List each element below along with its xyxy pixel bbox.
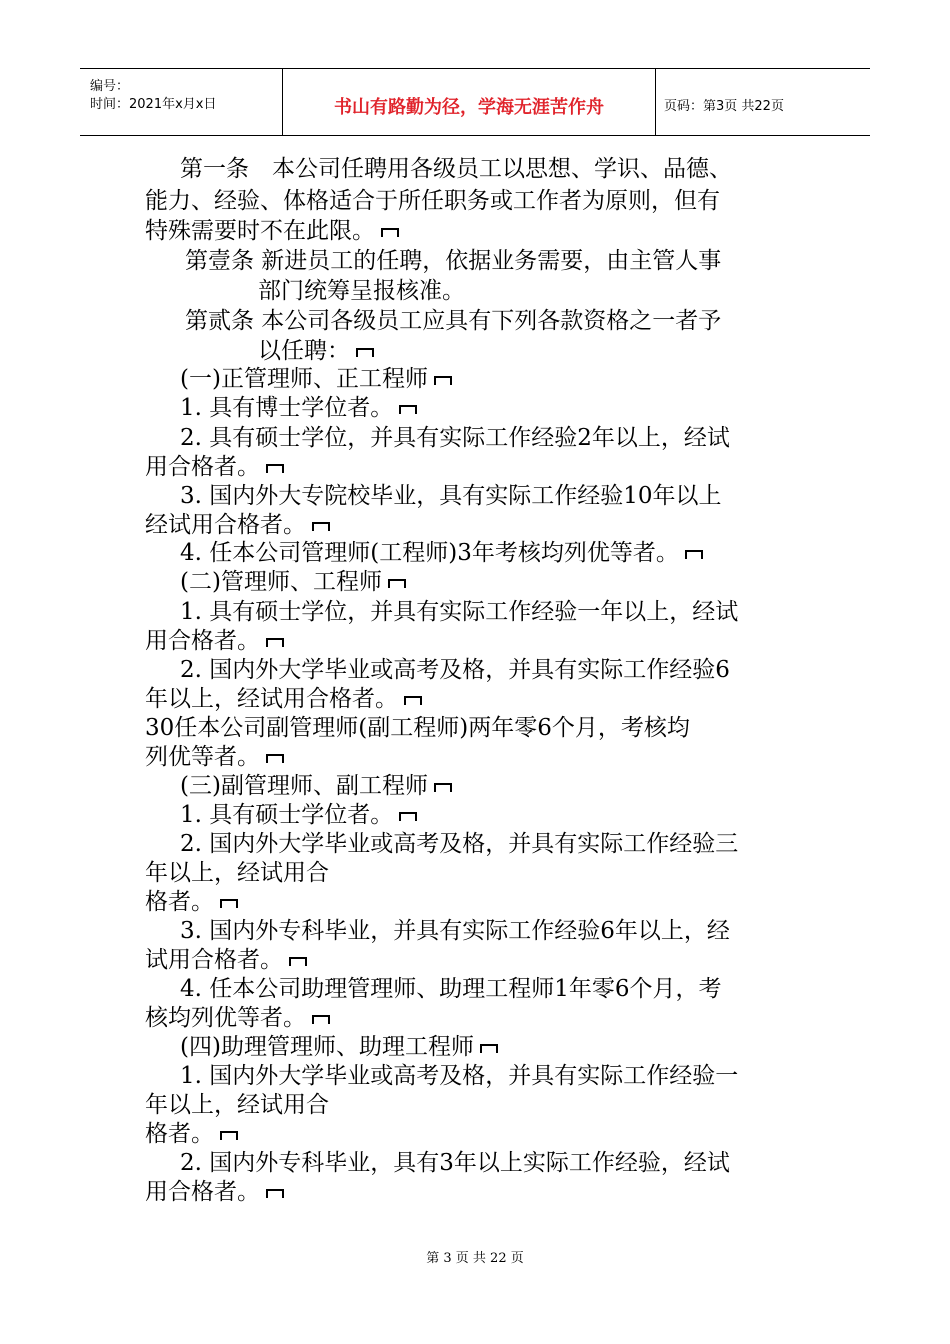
- line-text: 1. 具有硕士学位者。: [180, 802, 394, 828]
- text-line: [145, 1181, 284, 1204]
- paragraph-mark-icon: [388, 579, 406, 588]
- line-text: 年以上，经试用合格者。: [145, 686, 398, 712]
- header-meta-cell: [80, 69, 282, 135]
- text-line: [180, 397, 417, 420]
- paragraph-mark-icon: [266, 464, 284, 473]
- line-text: (二)管理师、工程师: [180, 569, 382, 595]
- header-motto-cell: [282, 69, 656, 135]
- text-line: [145, 456, 284, 479]
- paragraph-mark-icon: [266, 1189, 284, 1198]
- header-motto: 书山有路勤为径，学海无涯苦作舟: [334, 97, 604, 118]
- text-line: 3. 国内外大专院校毕业，具有实际工作经验10年以上: [180, 483, 722, 509]
- text-line: 年以上，经试用合: [145, 860, 329, 886]
- text-line: [180, 368, 452, 391]
- paragraph-mark-icon: [220, 899, 238, 908]
- text-line: 第一条 本公司任聘用各级员工以思想、学识、品德、: [180, 156, 732, 182]
- text-line: 1. 国内外大学毕业或高考及格，并具有实际工作经验一: [180, 1063, 739, 1089]
- paragraph-mark-icon: [356, 348, 374, 357]
- paragraph-mark-icon: [381, 228, 399, 237]
- text-line: 第壹条 新进员工的任聘，依据业务需要，由主管人事: [185, 248, 722, 274]
- header-page-cell: [654, 69, 870, 135]
- line-text: 经试用合格者。: [145, 512, 306, 538]
- text-line: [145, 746, 284, 769]
- text-line: 第贰条 本公司各级员工应具有下列各款资格之一者予: [185, 308, 722, 334]
- text-line: [145, 1007, 330, 1030]
- line-text: 试用合格者。: [145, 947, 283, 973]
- line-text: (一)正管理师、正工程师: [180, 366, 428, 392]
- line-text: 1. 具有博士学位者。: [180, 395, 394, 421]
- line-text: 格者。: [145, 889, 214, 915]
- line-text: 核均列优等者。: [145, 1005, 306, 1031]
- page-footer: 第 3 页 共 22 页: [426, 1251, 524, 1266]
- line-text: 以任聘：: [258, 338, 350, 364]
- text-line: [145, 1123, 238, 1146]
- text-line: [180, 542, 703, 565]
- text-line: 2. 具有硕士学位，并具有实际工作经验2年以上，经试: [180, 425, 730, 451]
- paragraph-mark-icon: [266, 638, 284, 647]
- line-text: (三)副管理师、副工程师: [180, 773, 428, 799]
- text-line: 4. 任本公司助理管理师、助理工程师1年零6个月，考: [180, 976, 722, 1002]
- line-text: 格者。: [145, 1121, 214, 1147]
- text-line: [145, 949, 307, 972]
- text-line: [258, 340, 374, 363]
- text-line: [145, 220, 399, 243]
- line-text: 用合格者。: [145, 454, 260, 480]
- header-page-info: 页码：第3页 共22页: [664, 99, 784, 114]
- text-line: [145, 688, 422, 711]
- text-line: [145, 891, 238, 914]
- line-text: 4. 任本公司管理师(工程师)3年考核均列优等者。: [180, 540, 679, 566]
- paragraph-mark-icon: [266, 754, 284, 763]
- paragraph-mark-icon: [220, 1131, 238, 1140]
- text-line: [180, 804, 417, 827]
- paragraph-mark-icon: [289, 957, 307, 966]
- text-line: 2. 国内外专科毕业，具有3年以上实际工作经验，经试: [180, 1150, 730, 1176]
- paragraph-mark-icon: [685, 550, 703, 559]
- text-line: 1. 具有硕士学位，并具有实际工作经验一年以上，经试: [180, 599, 739, 625]
- paragraph-mark-icon: [312, 522, 330, 531]
- text-line: 3. 国内外专科毕业，并具有实际工作经验6年以上，经: [180, 918, 730, 944]
- document-number-label: 编号：: [90, 79, 130, 94]
- text-line: [145, 514, 330, 537]
- text-line: [180, 1036, 498, 1059]
- paragraph-mark-icon: [434, 783, 452, 792]
- text-line: 年以上，经试用合: [145, 1092, 329, 1118]
- text-line: 2. 国内外大学毕业或高考及格，并具有实际工作经验6: [180, 657, 730, 683]
- text-line: 部门统筹呈报核准。: [258, 278, 465, 304]
- line-text: 用合格者。: [145, 1179, 260, 1205]
- text-line: 能力、经验、体格适合于所任职务或工作者为原则，但有: [145, 188, 720, 214]
- text-line: [180, 775, 452, 798]
- line-text: 列优等者。: [145, 744, 260, 770]
- paragraph-mark-icon: [480, 1044, 498, 1053]
- page-header: [80, 68, 870, 136]
- text-line: 2. 国内外大学毕业或高考及格，并具有实际工作经验三: [180, 831, 739, 857]
- line-text: 用合格者。: [145, 628, 260, 654]
- paragraph-mark-icon: [404, 696, 422, 705]
- paragraph-mark-icon: [399, 405, 417, 414]
- document-time-label: 时间：2021年x月x日: [90, 97, 217, 112]
- paragraph-mark-icon: [312, 1015, 330, 1024]
- line-text: 特殊需要时不在此限。: [145, 218, 375, 244]
- text-line: [180, 571, 406, 594]
- text-line: 30任本公司副管理师(副工程师)两年零6个月，考核均: [145, 715, 690, 741]
- line-text: (四)助理管理师、助理工程师: [180, 1034, 474, 1060]
- paragraph-mark-icon: [434, 376, 452, 385]
- text-line: [145, 630, 284, 653]
- paragraph-mark-icon: [399, 812, 417, 821]
